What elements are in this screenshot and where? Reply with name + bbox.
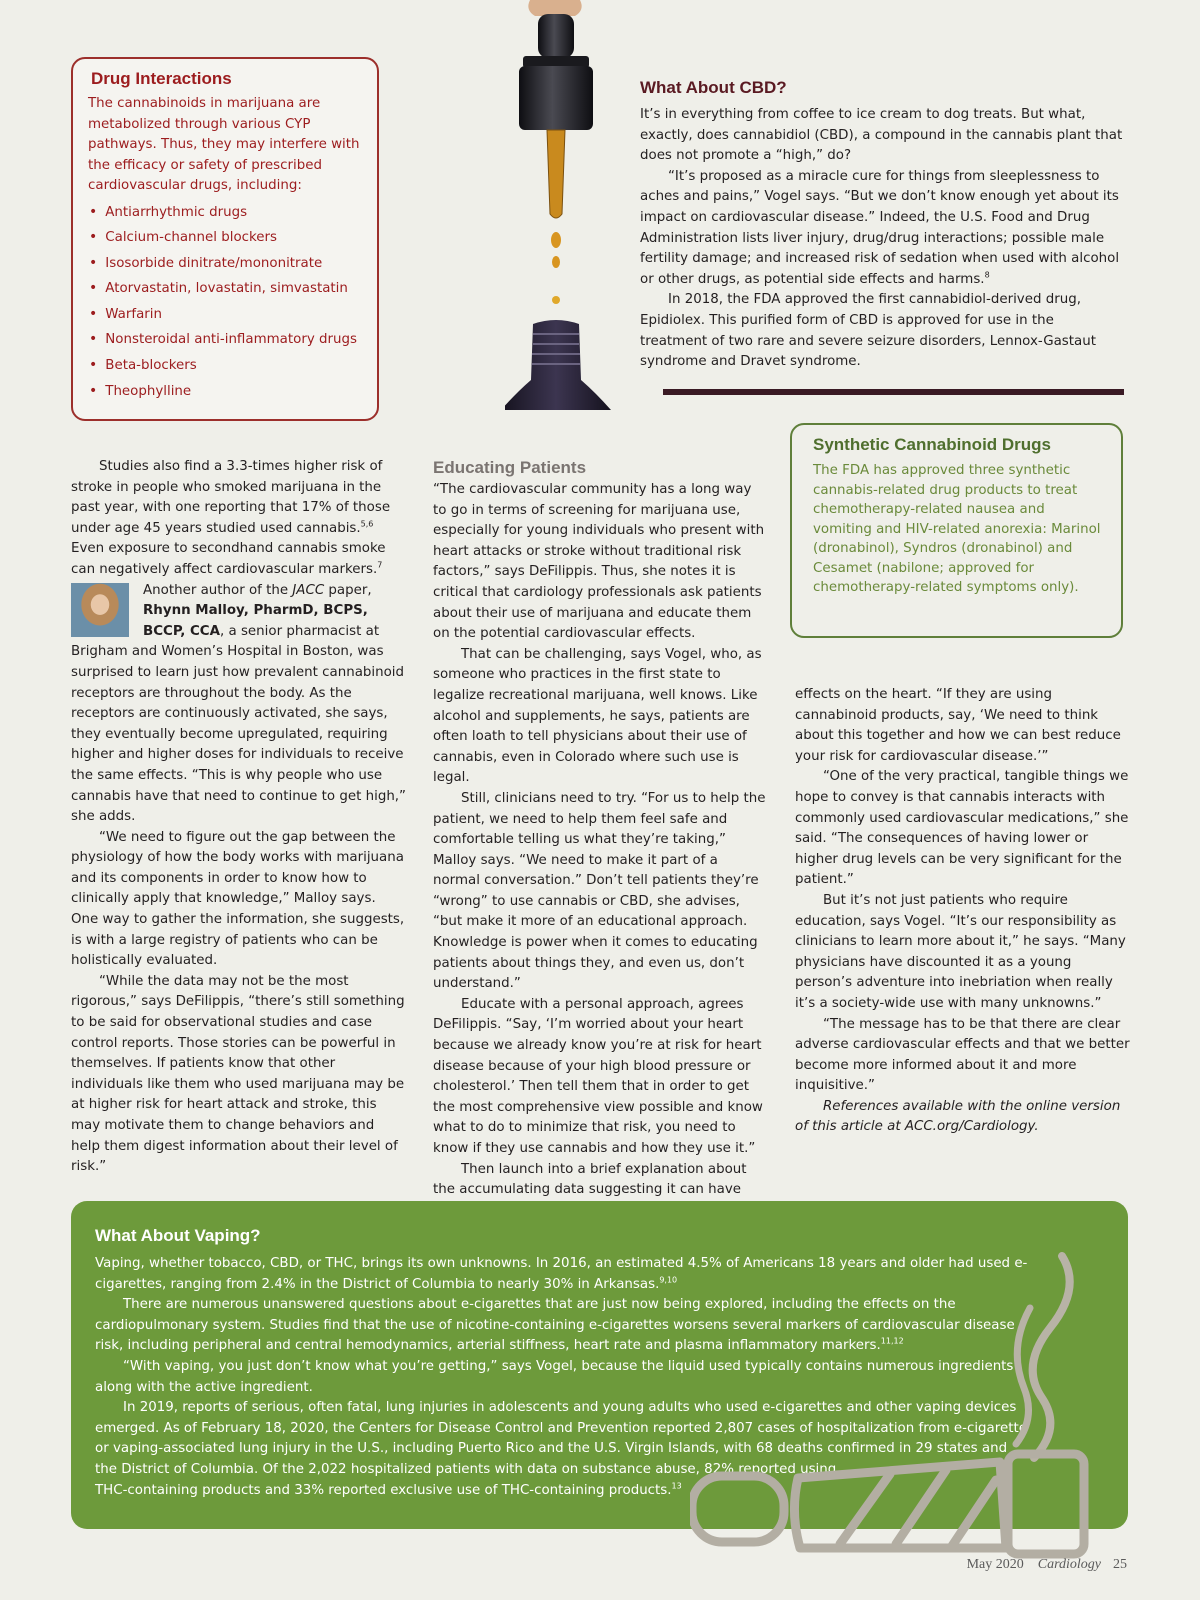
section-heading: Educating Patients xyxy=(433,458,587,477)
article-paragraph xyxy=(71,457,406,581)
drug-list xyxy=(88,200,363,405)
synthetic-text: The FDA has approved three synthetic cannabis-related drug products to treat chemotherapy-related nausea and vomiting and HIV-related anorexia: Marinol (dronabinol), Syndros (dronabinol) and Cesamet (nabilone; approved for chemotherapy-related symptoms only). xyxy=(813,463,1101,595)
vaping-title: What About Vaping? xyxy=(95,1226,261,1245)
drug-list-item: • Antiarrhythmic drugs xyxy=(88,200,363,226)
article-text: Even exposure to secondhand cannabis smoke can negatively affect cardiovascular markers. xyxy=(71,541,386,577)
drug-list-item: • Beta-blockers xyxy=(88,353,363,379)
issue-date: May 2020 xyxy=(966,1557,1024,1572)
article-paragraph: But it’s not just patients who require education, says Vogel. “It’s our responsibility as clinicians to learn more about it,” he says. “Many physicians have discounted it as a young person’s adventure into inebriation when really it’s a society-wide use with many unknowns.” xyxy=(795,892,1126,1011)
journal-name: JACC xyxy=(292,582,325,598)
dropper-glass-tube xyxy=(547,130,565,218)
article-column-3 xyxy=(795,685,1130,1138)
article-paragraph: “The cardiovascular community has a long way to go in terms of screening for marijuana use, especially for young individuals who present with heart attacks or stroke without traditional risk factors,” says DeFilippis. Thus, she notes it is critical that cardiology professionals ask patients about their use of marijuana and educate them on the potential cardiovascular effects. xyxy=(433,482,765,642)
smoke-curve xyxy=(1033,1256,1070,1458)
cbd-paragraph-text: “It’s proposed as a miracle cure for things from sleeplessness to aches and pains,” Vogel says. “But we don’t know enough yet about its impact on cardiovascular disease.” Indeed, the U.S. Food and Drug Administration lists liver injury, drug/drug interactions; possible male fertility damage; and increased risk of sedation when used with alcohol or other drugs, as potential side effects and harms. xyxy=(640,168,1120,287)
synthetic-title: Synthetic Cannabinoid Drugs xyxy=(813,435,1052,454)
article-paragraph: “While the data may not be the most rigorous,” says DeFilippis, “there’s still something to be said for observational studies and case control reports. Those stories can be powerful in themselves. If patients know that other individuals like them who used marijuana may be at higher risk for heart attack and stroke, this may motivate them to change behaviors and help them digest information about their level of risk.” xyxy=(71,973,405,1175)
fingers-shape xyxy=(528,0,581,16)
article-text: Another author of the xyxy=(143,582,293,598)
cbd-paragraph: In 2018, the FDA approved the first cannabidiol-derived drug, Epidiolex. This purified form of CBD is approved for use in the treatment of two rare and severe seizure disorders, Lennox-Gastaut syndrome and Dravet syndrome. xyxy=(640,292,1096,370)
footnote-ref: 9,10 xyxy=(659,1275,678,1285)
article-paragraph: Then launch into a brief explanation about the accumulating data suggesting it can have xyxy=(433,1161,747,1198)
drug-list-item: • Warfarin xyxy=(88,302,363,328)
drug-list-item: • Calcium-channel blockers xyxy=(88,225,363,251)
footnote-ref: 13 xyxy=(671,1481,682,1491)
vape-battery xyxy=(1008,1454,1084,1554)
vape-tank-stripes xyxy=(840,1470,996,1546)
article-column-2 xyxy=(433,457,768,1221)
smoke-curve xyxy=(1016,1308,1030,1444)
drug-interactions-intro: The cannabinoids in marijuana are metabolized through various CYP pathways. Thus, they may interfere with the efficacy or safety of prescribed cardiovascular drugs, including: xyxy=(88,96,360,193)
vaping-paragraph: “With vaping, you just don’t know what you’re getting,” says Vogel, because the liquid used typically contains numerous ingredients along with the active ingredient. xyxy=(95,1358,1014,1395)
cbd-dropper-illustration xyxy=(505,0,635,420)
article-paragraph: Educate with a personal approach, agrees DeFilippis. “Say, ‘I’m worried about your heart because we already know you’re at risk for heart disease because of your high blood pressure or cholesterol.’ Then tell them that in order to get the most comprehensive view possible and know what to do to minimize that risk, you need to know if they use cannabis and how they use it.” xyxy=(433,996,763,1156)
cbd-paragraph xyxy=(640,167,1125,291)
footnote-ref: 7 xyxy=(377,560,383,570)
page-number: 25 xyxy=(1113,1557,1127,1572)
article-text: Studies also find a 3.3-times higher risk of stroke in people who smoked marijuana in the past year, with one reporting that 17% of those under age 45 years studied used cannabis. xyxy=(71,459,391,536)
drug-list-item: • Isosorbide dinitrate/mononitrate xyxy=(88,251,363,277)
article-column-1 xyxy=(71,457,406,1178)
footnote-ref: 8 xyxy=(984,270,990,280)
dropper-cap xyxy=(519,66,593,130)
drug-list-item: • Atorvastatin, lovastatin, simvastatin xyxy=(88,276,363,302)
article-paragraph: “The message has to be that there are clear adverse cardiovascular effects and that we better become more informed about it and more inquisitive.” xyxy=(795,1016,1130,1094)
oil-drop xyxy=(552,256,560,268)
cbd-paragraph: It’s in everything from coffee to ice cream to dog treats. But what, exactly, does cannabidiol (CBD), a compound in the cannabis plant that does not promote a “high,” do? xyxy=(640,107,1123,164)
article-paragraph: “One of the very practical, tangible things we hope to convey is that cannabis interacts with commonly used cardiovascular medications,” she said. “The consequences of having lower or higher drug levels can be very significant for the patient.” xyxy=(795,769,1129,888)
oil-drop xyxy=(551,232,561,248)
dropper-bulb xyxy=(538,14,574,58)
author-name: Rhynn Malloy, PharmD, BCPS, BCCP, CCA xyxy=(143,603,368,639)
vaping-text: THC-containing products and 33% reported exclusive use of THC-containing products. xyxy=(95,1482,672,1498)
vaping-text: Vaping, whether tobacco, CBD, or THC, brings its own unknowns. In 2016, an estimated 4.5% of Americans 18 years and older had used e-cigarettes, ranging from 2.4% in the District of Columbia to nearly 30% in Arkansas. xyxy=(95,1256,1028,1292)
cbd-divider xyxy=(663,389,1124,395)
article-text: , a senior pharmacist at Brigham and Women’s Hospital in Boston, was surprised to learn just how prevalent cannabinoid receptors are throughout the body. As the receptors are continuously activated, she says, they eventually become upregulated, requiring higher and higher doses for individuals to receive the same effects. “This is why people who use cannabis have that need to continue to get high,” she adds. xyxy=(71,623,406,825)
synthetic-drugs-box xyxy=(790,423,1123,638)
references-note: References available with the online version of this article at ACC.org/Cardiology. xyxy=(795,1098,1121,1135)
author-photo xyxy=(71,583,129,637)
article-paragraph: That can be challenging, says Vogel, who, as someone who practices in the first state to legalize recreational marijuana, well knows. Like alcohol and supplements, he says, patients are often loath to tell physicians about their use of cannabis, even in Colorado where such use is legal. xyxy=(433,646,762,786)
cbd-title: What About CBD? xyxy=(640,78,787,97)
oil-drop xyxy=(552,296,560,304)
vape-mouthpiece xyxy=(692,1476,784,1542)
article-paragraph: Still, clinicians need to try. “For us to help the patient, we need to help them feel safe and comfortable telling us what they’re taking,” Malloy says. “We need to make it part of a normal conversation.” Don’t tell patients they’re “wrong” to use cannabis or CBD, she advises, “but make it more of an educational approach. Knowledge is power when it comes to educating patients about things they, and even us, don’t understand.” xyxy=(433,790,766,992)
article-paragraph: effects on the heart. “If they are using cannabinoid products, say, ‘We need to think about this together and how we can best reduce your risk for cardiovascular disease.’” xyxy=(795,687,1121,764)
vaping-paragraph: In 2019, reports of serious, often fatal, lung injuries in adolescents and young adults who used e-cigarettes and other vaping devices emerged. As of February 18, 2020, the Centers for Disease Control and Prevention reported 2,807 cases of hospitalization from e-cigarette or vaping-associated lung injury in the U.S., including Puerto Rico and the U.S. Virgin Islands, with 68 deaths confirmed in 29 states and the District of Columbia. Of the 2,022 hospitalized patients with data on substance abuse, 82% reported using xyxy=(95,1400,1027,1477)
drug-list-item: • Nonsteroidal anti-inflammatory drugs xyxy=(88,327,363,353)
cbd-article xyxy=(640,78,1125,373)
footnote-ref: 5,6 xyxy=(360,519,374,529)
drug-interactions-title: Drug Interactions xyxy=(91,69,232,88)
drug-interactions-box xyxy=(71,57,379,421)
page-footer xyxy=(967,1557,1127,1573)
drug-list-item: • Theophylline xyxy=(88,379,363,405)
vaping-text: There are numerous unanswered questions about e-cigarettes that are just now being explored, including the effects on the cardiopulmonary system. Studies find that the use of nicotine-containing e-cigarettes worsens several markers of cardiovascular disease risk, including peripheral and central hemodynamics, arterial stiffness, heart rate and plasma inflammatory markers. xyxy=(95,1297,1015,1354)
vape-pen-illustration xyxy=(690,1248,1130,1588)
magazine-name: Cardiology xyxy=(1037,1557,1101,1572)
article-paragraph: “We need to figure out the gap between the physiology of how the body works with marijuana and its components in order to know how to clinically apply that knowledge,” Malloy says. One way to gather the information, she suggests, is with a large registry of patients who can be holistically evaluated. xyxy=(71,829,405,969)
footnote-ref: 11,12 xyxy=(880,1336,904,1346)
avatar xyxy=(71,583,129,637)
article-text: paper, xyxy=(324,582,372,598)
